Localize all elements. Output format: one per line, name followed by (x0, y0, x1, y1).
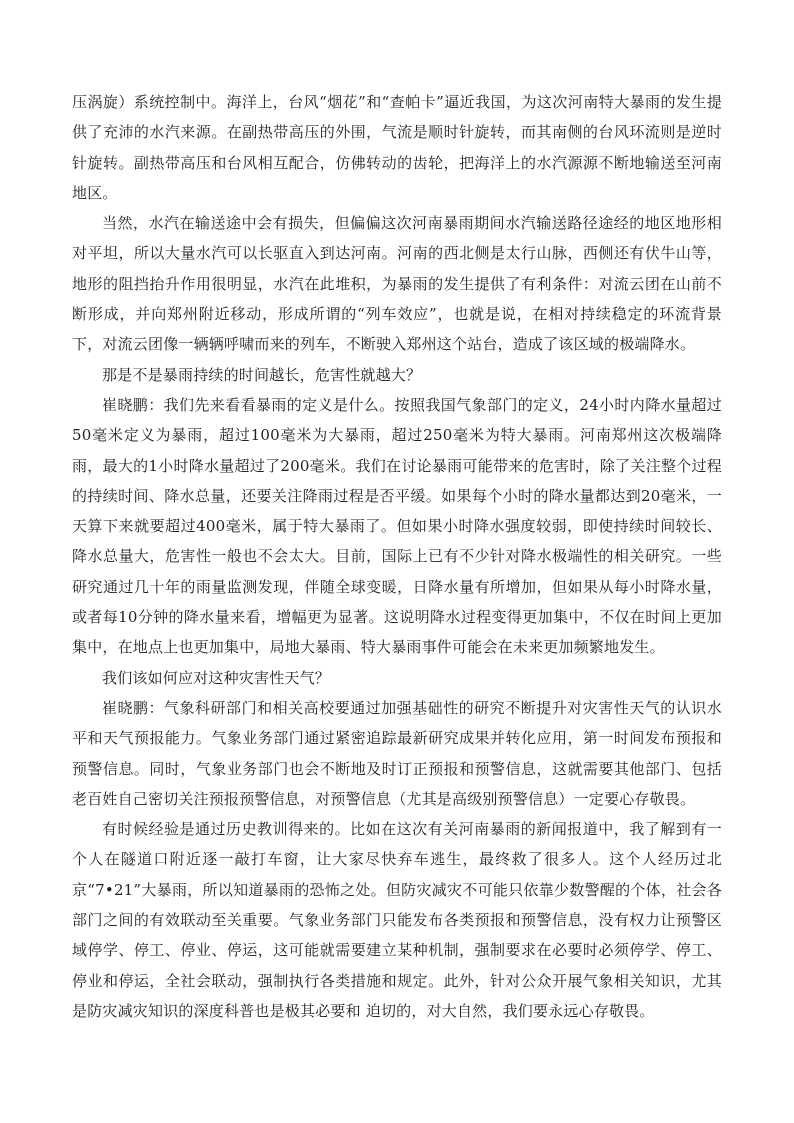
answer-rainstorm-definition: 崔晓鹏：我们先来看看暴雨的定义是什么。按照我国气象部门的定义，24小时内降水量超过50毫米定义为暴雨，超过100毫米为大暴雨，超过250毫米为特大暴雨。河南郑州这次极端降雨，最大的1小时降水量超过了200毫米。我们在讨论暴雨可能带来的危害时，除了关注整个过程的持续时间、降水总量，还要关注降雨过程是否平缓。如果每个小时的降水量都达到20毫米，一天算下来就要超过400毫米，属于特大暴雨了。但如果小时降水强度较弱，即使持续时间较长、降水总量大，危害性一般也不会太大。目前，国际上已有不少针对降水极端性的相关研究。一些研究通过几十年的雨量监测发现，伴随全球变暖，日降水量有所增加，但如果从每小时降水量，或者每10分钟的降水量来看，增幅更为显著。这说明降水过程变得更加集中，不仅在时间上更加集中，在地点上也更加集中，局地大暴雨、特大暴雨事件可能会在未来更加频繁地发生。 (72, 395, 722, 657)
article-body (72, 87, 722, 1026)
question-response: 我们该如何应对这种灾害性天气？ (102, 668, 331, 687)
paragraph-continued: 压涡旋）系统控制中。海洋上，台风“烟花”和“查帕卡”逼近我国，为这次河南特大暴雨的发生提供了充沛的水汽来源。在副热带高压的外围，气流是顺时针旋转，而其南侧的台风环流则是逆时针旋转。副热带高压和台风相互配合，仿佛转动的齿轮，把海洋上的水汽源源不断地输送至河南地区。 (72, 93, 722, 202)
answer-forecast-capability: 崔晓鹏：气象科研部门和相关高校要通过加强基础性的研究不断提升对灾害性天气的认识水平和天气预报能力。气象业务部门通过紧密追踪最新研究成果并转化应用，第一时间发布预报和预警信息。同时，气象业务部门也会不断地及时订正预报和预警信息，这就需要其他部门、包括老百姓自己密切关注预报预警信息，对预警信息（尤其是高级别预警信息）一定要心存敬畏。 (72, 698, 722, 808)
paragraph-historical-lessons: 有时候经验是通过历史教训得来的。比如在这次有关河南暴雨的新闻报道中，我了解到有一个人在隧道口附近逐一敲打车窗，让大家尽快弃车逃生，最终救了很多人。这个人经历过北京“7•21”大暴雨，所以知道暴雨的恐怖之处。但防灾减灾不可能只依靠少数警醒的个体，社会各部门之间的有效联动至关重要。气象业务部门只能发布各类预报和预警信息，没有权力让预警区域停学、停工、停业、停运，这可能就需要建立某种机制，强制要求在必要时必须停学、停工、停业和停运，全社会联动，强制执行各类措施和规定。此外，针对公众开展气象相关知识，尤其是防灾减灾知识的深度科普也是极其必要和 迫切的，对大自然，我们要永远心存敬畏。 (72, 820, 722, 1020)
paragraph-moisture-transport: 当然，水汽在输送途中会有损失，但偏偏这次河南暴雨期间水汽输送路径途经的地区地形相对平坦，所以大量水汽可以长驱直入到达河南。河南的西北侧是太行山脉，西侧还有伏牛山等，地形的阻挡抬升作用很明显，水汽在此堆积，为暴雨的发生提供了有利条件：对流云团在山前不断形成，并向郑州附近移动，形成所谓的“列车效应”，也就是说，在相对持续稳定的环流背景下，对流云团像一辆辆呼啸而来的列车，不断驶入郑州这个站台，造成了该区域的极端降水。 (72, 214, 722, 354)
question-duration: 那是不是暴雨持续的时间越长，危害性就越大？ (102, 365, 422, 384)
